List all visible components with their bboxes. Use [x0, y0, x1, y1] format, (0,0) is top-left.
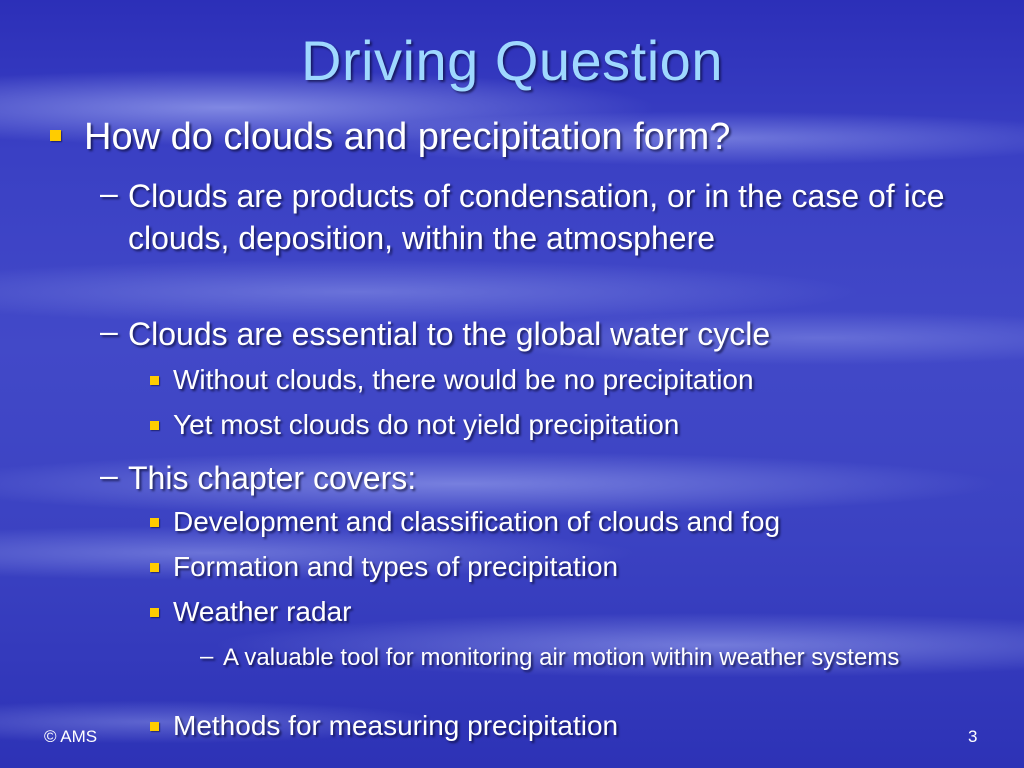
bullet-level3: Development and classification of clouds and fog	[173, 506, 781, 537]
bullet-square-icon	[150, 608, 159, 617]
dash-marker: –	[200, 643, 214, 670]
dash-marker: –	[100, 313, 118, 349]
bullet-square-icon	[150, 563, 159, 572]
footer-copyright: © AMS	[44, 727, 98, 746]
slide-title: Driving Question	[301, 29, 723, 92]
bullet-square-icon	[50, 130, 61, 141]
bullet-square-icon	[150, 376, 159, 385]
dash-marker: –	[100, 457, 118, 493]
dash-marker: –	[100, 175, 118, 211]
bullet-level4: A valuable tool for monitoring air motion within weather systems	[223, 644, 900, 671]
bullet-level3: Without clouds, there would be no precipitation	[173, 364, 754, 395]
bullet-level3: Formation and types of precipitation	[173, 551, 619, 582]
bullet-square-icon	[150, 722, 159, 731]
bullet-level2: Clouds are essential to the global water cycle	[128, 316, 771, 352]
bullet-level1: How do clouds and precipitation form?	[84, 116, 731, 158]
bullet-square-icon	[150, 518, 159, 527]
slide-number: 3	[968, 727, 978, 746]
bullet-level3: Methods for measuring precipitation	[173, 710, 619, 741]
bullet-square-icon	[150, 421, 159, 430]
bullet-level3: Yet most clouds do not yield precipitation	[173, 409, 680, 440]
bullet-level2: This chapter covers:	[128, 460, 417, 496]
bullet-level2: Clouds are products of condensation, or in the case of ice clouds, deposition, within the atmosphere	[128, 178, 945, 256]
bullet-level3: Weather radar	[173, 596, 352, 627]
